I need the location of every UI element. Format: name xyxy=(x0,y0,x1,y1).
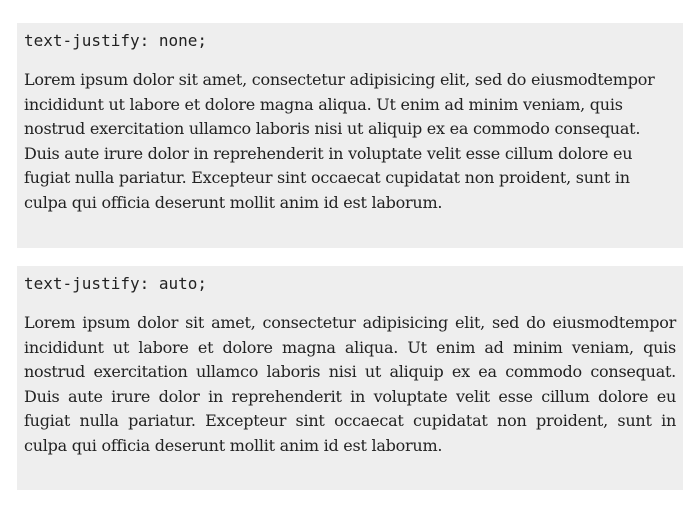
code-label-none: text-justify: none; xyxy=(24,31,208,50)
example-box-text-justify-auto xyxy=(17,266,683,490)
sample-paragraph-auto: Lorem ipsum dolor sit amet, consectetur adipisicing elit, sed do eiusmodtempor incididunt ut labore et dolore magna aliqua. Ut enim ad minim veniam, quis nostrud exercitation ullamco laboris nisi ut aliquip ex ea commodo consequat. Duis aute irure dolor in reprehenderit in voluptate velit esse cillum dolore eu fugiat nulla pariatur. Excepteur sint occaecat cupidatat non proident, sunt in culpa qui officia deserunt mollit anim id est laborum. xyxy=(24,313,676,455)
example-box-text-justify-none xyxy=(17,23,683,248)
code-label-auto: text-justify: auto; xyxy=(24,274,208,293)
sample-paragraph-none: Lorem ipsum dolor sit amet, consectetur adipisicing elit, sed do eiusmodtempor incididunt ut labore et dolore magna aliqua. Ut enim ad minim veniam, quis nostrud exercitation ullamco laboris nisi ut aliquip ex ea commodo consequat. Duis aute irure dolor in reprehenderit in voluptate velit esse cillum dolore eu fugiat nulla pariatur. Excepteur sint occaecat cupidatat non proident, sunt in culpa qui officia deserunt mollit anim id est laborum. xyxy=(24,70,655,212)
